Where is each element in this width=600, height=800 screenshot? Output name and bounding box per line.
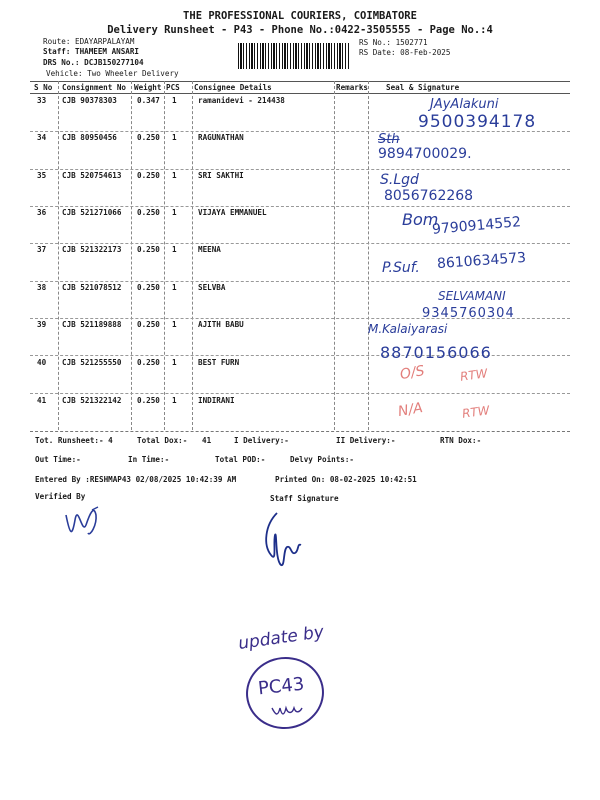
col-weight: Weight bbox=[134, 83, 162, 92]
total-dox-value: 41 bbox=[202, 436, 212, 445]
table-row-consignee: SRI SAKTHI bbox=[198, 171, 244, 180]
table-row-consignment: CJB 521322142 bbox=[62, 396, 122, 405]
handwritten-phone: 9790914552 bbox=[431, 214, 522, 238]
handwritten-signature: S.Lgd bbox=[380, 172, 419, 188]
handwritten-phone: 8056762268 bbox=[384, 188, 474, 204]
row-divider bbox=[30, 243, 570, 244]
staff-signature-icon bbox=[255, 505, 315, 575]
table-row-pcs: 1 bbox=[172, 396, 177, 405]
table-row-weight: 0.250 bbox=[137, 171, 160, 180]
table-row-pcs: 1 bbox=[172, 245, 177, 254]
col-divider bbox=[334, 81, 335, 430]
verified-signature-icon bbox=[60, 495, 110, 540]
rs-date: RS Date: 08-Feb-2025 bbox=[359, 48, 451, 57]
table-row-consignment: CJB 521255550 bbox=[62, 358, 122, 367]
col-seal: Seal & Signature bbox=[386, 83, 460, 92]
table-row-sno: 37 bbox=[37, 245, 47, 254]
col-divider bbox=[368, 81, 369, 430]
row-divider bbox=[30, 169, 570, 170]
table-row-consignee: MEENA bbox=[198, 245, 221, 254]
vehicle-label: Vehicle: Two Wheeler Delivery bbox=[46, 69, 179, 78]
table-row-pcs: 1 bbox=[172, 320, 177, 329]
handwritten-phone: 8870156066 bbox=[380, 343, 492, 362]
table-row-consignment: CJB 521078512 bbox=[62, 283, 122, 292]
handwritten-remark: N/A bbox=[396, 399, 424, 421]
table-row-pcs: 1 bbox=[172, 358, 177, 367]
out-time: Out Time:- bbox=[35, 455, 81, 464]
runsheet-title: Delivery Runsheet - P43 - Phone No.:0422-3505555 - Page No.:4 bbox=[107, 24, 493, 36]
delvy-points: Delvy Points:- bbox=[290, 455, 355, 464]
table-row-weight: 0.250 bbox=[137, 358, 160, 367]
handwritten-remark: O/S bbox=[398, 362, 426, 384]
table-row-sno: 36 bbox=[37, 208, 47, 217]
barcode bbox=[238, 43, 350, 69]
row-divider bbox=[30, 206, 570, 207]
table-row-pcs: 1 bbox=[172, 96, 177, 105]
table-row-sno: 35 bbox=[37, 171, 47, 180]
handwritten-signature: Bom bbox=[402, 210, 439, 229]
company-title: THE PROFESSIONAL COURIERS, COIMBATORE bbox=[183, 10, 417, 22]
handwritten-phone: 9894700029. bbox=[378, 146, 472, 162]
tot-runsheet: Tot. Runsheet:- 4 bbox=[35, 436, 113, 445]
handwritten-phone: 8610634573 bbox=[436, 249, 527, 273]
stamp-text: PC43 bbox=[257, 673, 306, 700]
table-row-consignment: CJB 90378303 bbox=[62, 96, 117, 105]
row-divider bbox=[30, 393, 570, 394]
staff-label: Staff: THAMEEM ANSARI bbox=[43, 47, 140, 56]
table-row-weight: 0.250 bbox=[137, 283, 160, 292]
table-row-weight: 0.250 bbox=[137, 320, 160, 329]
table-row-pcs: 1 bbox=[172, 283, 177, 292]
col-divider bbox=[58, 81, 59, 430]
table-row-consignee: ramanidevi - 214438 bbox=[198, 96, 285, 105]
col-consignee: Consignee Details bbox=[194, 83, 272, 92]
col-remarks: Remarks bbox=[336, 83, 369, 92]
in-time: In Time:- bbox=[128, 455, 170, 464]
rs-no: RS No.: 1502771 bbox=[359, 38, 428, 47]
table-row-consignment: CJB 80950456 bbox=[62, 133, 117, 142]
col-divider bbox=[192, 81, 193, 430]
handwritten-signature: P.Suf. bbox=[382, 260, 420, 276]
table-row-pcs: 1 bbox=[172, 208, 177, 217]
table-row-weight: 0.250 bbox=[137, 396, 160, 405]
table-row-sno: 33 bbox=[37, 96, 47, 105]
table-row-consignee: INDIRANI bbox=[198, 396, 235, 405]
handwritten-signature: M.Kalaiyarasi bbox=[368, 322, 448, 336]
total-dox-label: Total Dox:- bbox=[137, 436, 188, 445]
table-row-pcs: 1 bbox=[172, 133, 177, 142]
table-row-sno: 38 bbox=[37, 283, 47, 292]
handwritten-signature: Sth bbox=[378, 132, 400, 147]
row-divider bbox=[30, 281, 570, 282]
table-row-consignee: RAGUNATHAN bbox=[198, 133, 244, 142]
rtn-dox: RTN Dox:- bbox=[440, 436, 482, 445]
table-row-sno: 41 bbox=[37, 396, 47, 405]
handwritten-signature: SELVAMANI bbox=[438, 289, 506, 303]
table-row-sno: 39 bbox=[37, 320, 47, 329]
route-label: Route: EDAYARPALAYAM bbox=[43, 37, 135, 46]
printed-on: Printed On: 08-02-2025 10:42:51 bbox=[275, 475, 417, 484]
i-delivery: I Delivery:- bbox=[234, 436, 289, 445]
col-sno: S No bbox=[34, 83, 53, 92]
update-note: update by bbox=[237, 622, 326, 654]
col-consignment: Consignment No bbox=[62, 83, 127, 92]
table-row-sno: 40 bbox=[37, 358, 47, 367]
verified-by-label: Verified By bbox=[35, 492, 86, 501]
table-row-consignee: BEST FURN bbox=[198, 358, 240, 367]
total-pod: Total POD:- bbox=[215, 455, 266, 464]
table-row-pcs: 1 bbox=[172, 171, 177, 180]
col-divider bbox=[164, 81, 165, 430]
table-row-weight: 0.347 bbox=[137, 96, 160, 105]
table-row-consignee: VIJAYA EMMANUEL bbox=[198, 208, 267, 217]
handwritten-signature: JAyAlakuni bbox=[430, 97, 499, 112]
ii-delivery: II Delivery:- bbox=[336, 436, 396, 445]
col-pcs: PCS bbox=[166, 83, 180, 92]
table-row-consignment: CJB 521271066 bbox=[62, 208, 122, 217]
table-row-consignee: AJITH BABU bbox=[198, 320, 244, 329]
table-row-sno: 34 bbox=[37, 133, 47, 142]
table-row-weight: 0.250 bbox=[137, 208, 160, 217]
table-row-consignment: CJB 520754613 bbox=[62, 171, 122, 180]
table-row-consignee: SELVBA bbox=[198, 283, 226, 292]
col-divider bbox=[131, 81, 132, 430]
handwritten-phone: 9500394178 bbox=[418, 112, 537, 132]
entered-by: Entered By :RESHMAP43 02/08/2025 10:42:39 AM bbox=[35, 475, 237, 484]
drs-label: DRS No.: DCJB150277104 bbox=[43, 58, 144, 67]
table-row-weight: 0.250 bbox=[137, 133, 160, 142]
table-row-consignment: CJB 521189888 bbox=[62, 320, 122, 329]
handwritten-remark: RTW bbox=[461, 403, 491, 421]
staff-signature-label: Staff Signature bbox=[270, 494, 339, 503]
stamp-scribble-icon bbox=[270, 702, 304, 720]
table-row-weight: 0.250 bbox=[137, 245, 160, 254]
handwritten-remark: RTW bbox=[459, 366, 489, 384]
table-row-consignment: CJB 521322173 bbox=[62, 245, 122, 254]
handwritten-phone: 9345760304 bbox=[422, 306, 515, 321]
